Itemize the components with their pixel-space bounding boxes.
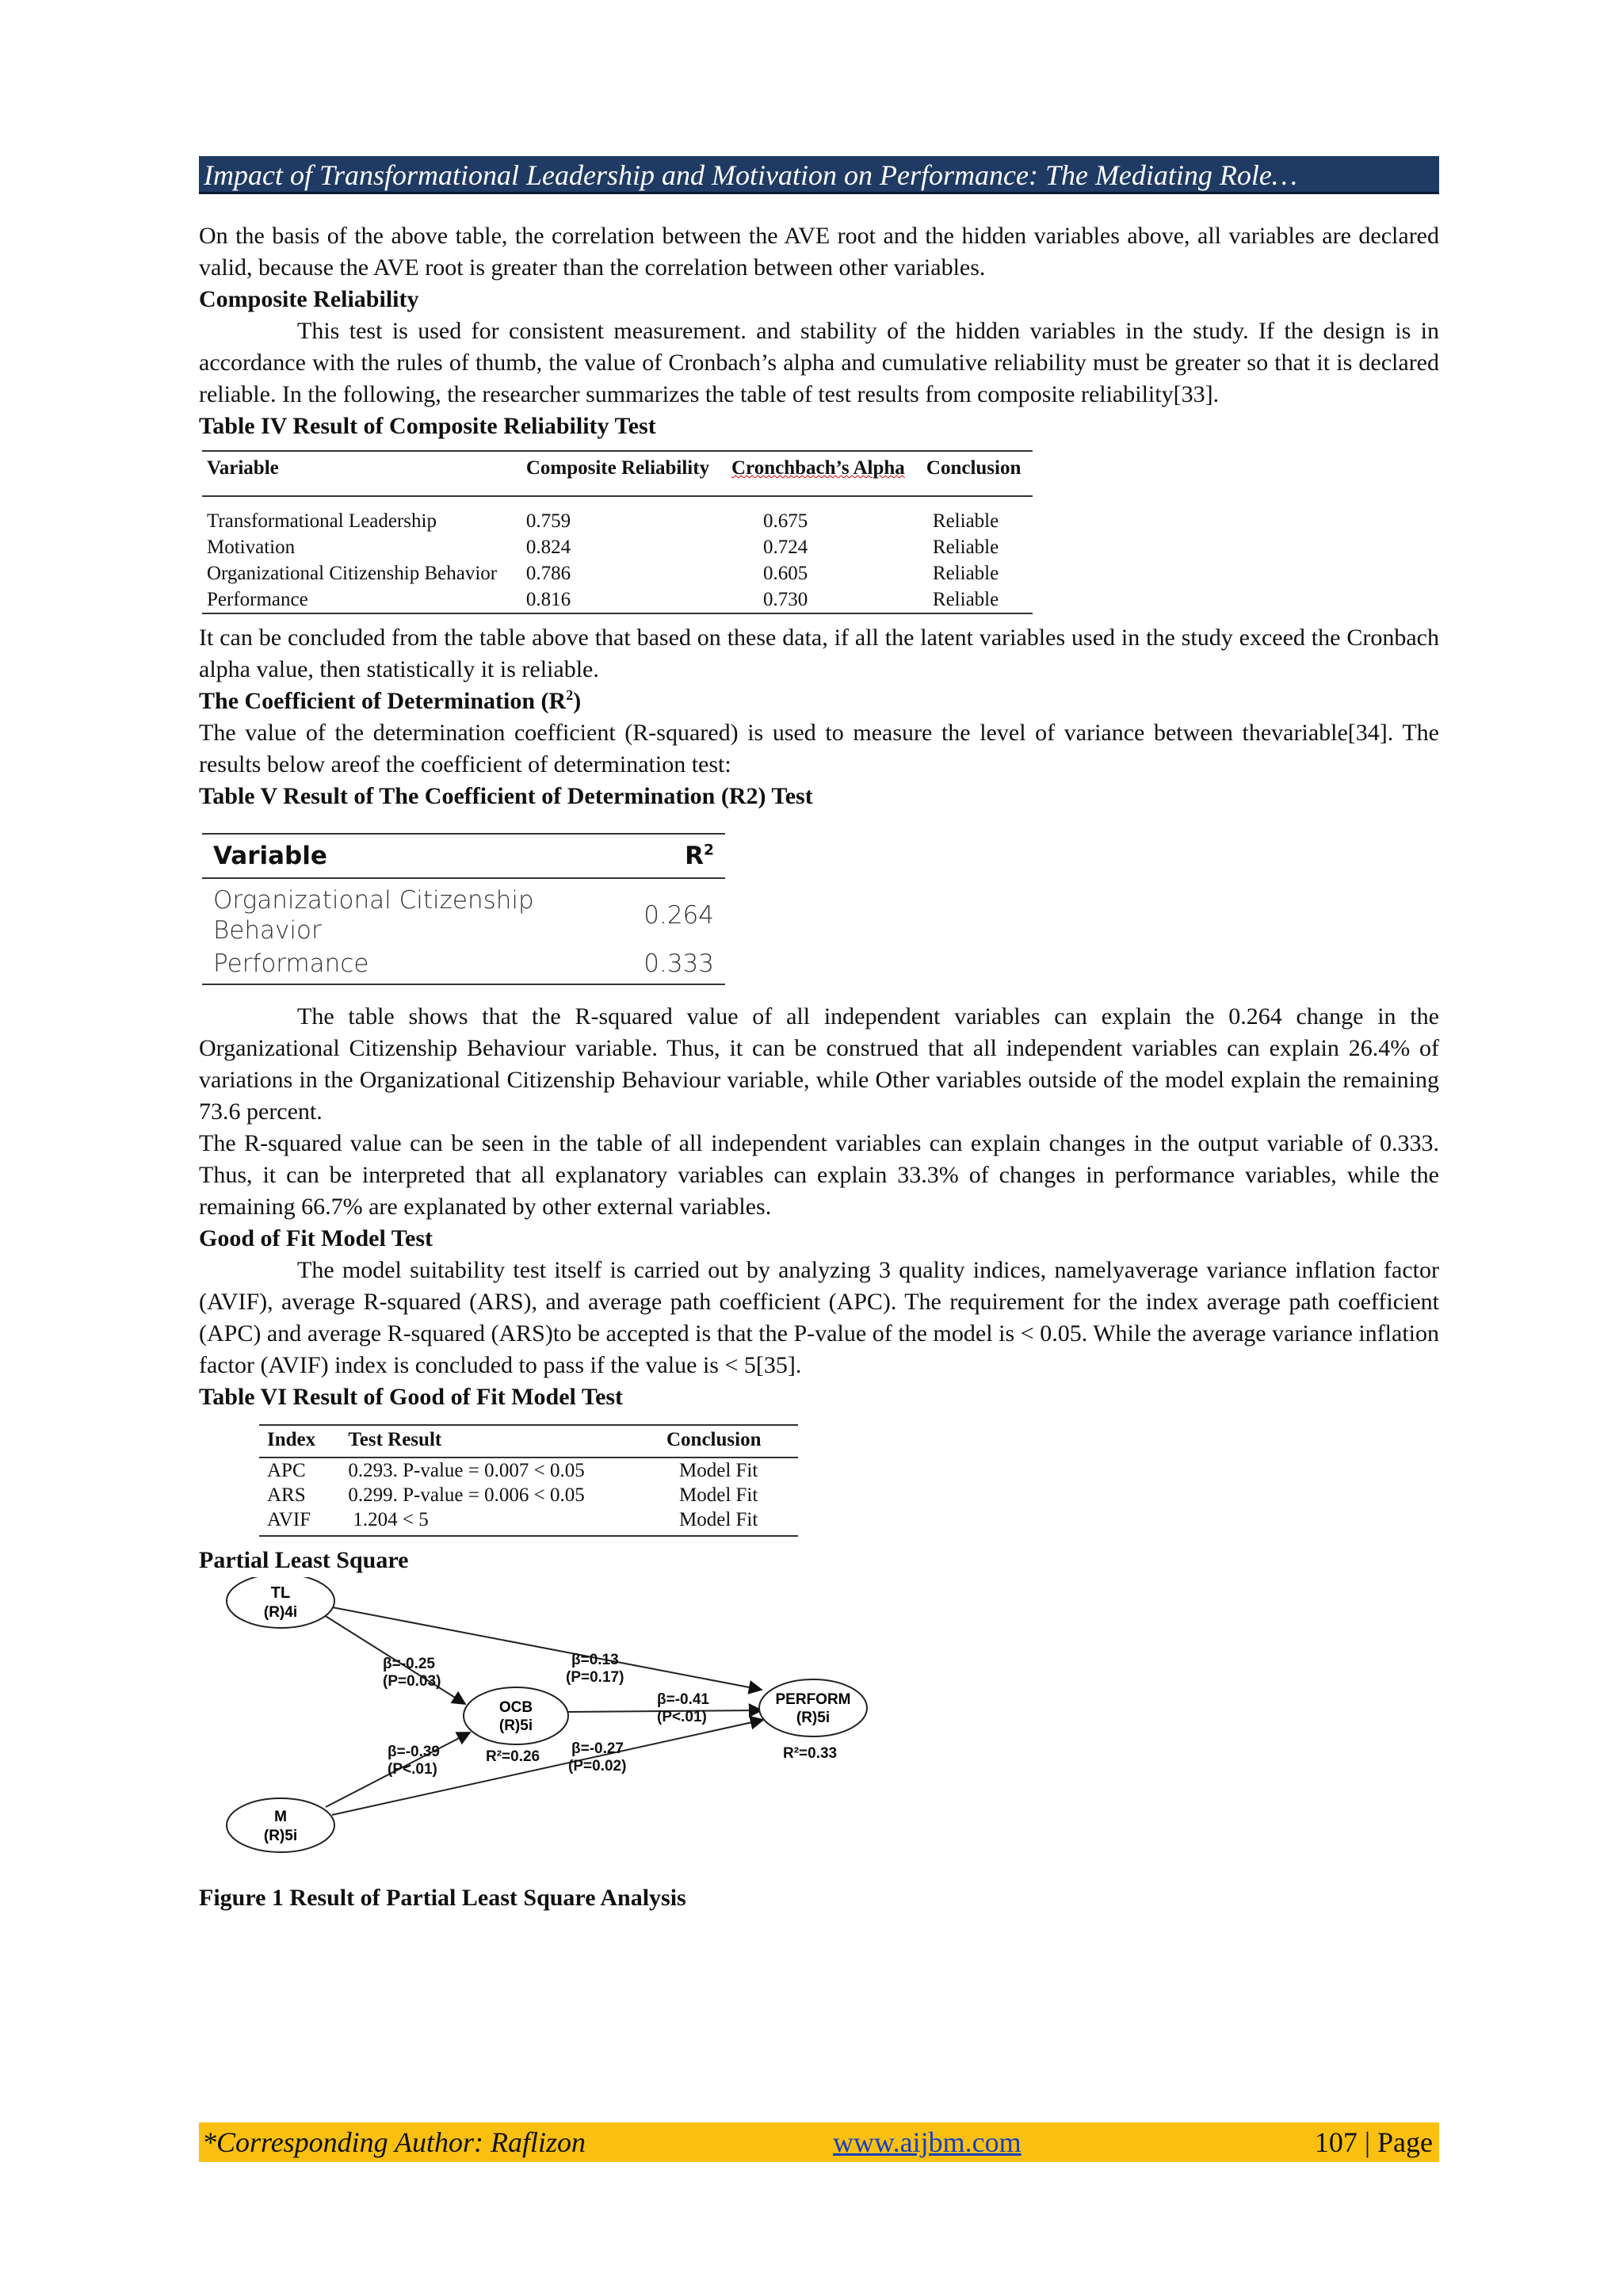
- table-header-row: [202, 451, 1033, 496]
- table-row: [259, 1457, 798, 1483]
- paragraph: It can be concluded from the table above that based on these data, if all the latent variables used in the study exceed the Cronbach alpha value, then statistically it is reliable.: [199, 625, 1439, 682]
- table-cell: APC: [267, 1460, 306, 1481]
- section-heading: Composite Reliability: [199, 286, 419, 312]
- table-cell: Model Fit: [679, 1484, 758, 1506]
- table-caption: Table IV Result of Composite Reliability Test: [199, 413, 656, 439]
- table-cell: Motivation: [207, 537, 296, 558]
- path-coefficient-label: β=-0.27: [571, 1740, 624, 1757]
- table-cell: Reliable: [932, 510, 999, 532]
- r-label: R: [685, 842, 705, 870]
- path-pvalue-label: (P=0.02): [568, 1758, 627, 1775]
- paragraph: On the basis of the above table, the correlation between the AVE root and the hidden variables above, all variables are declared valid, because the AVE root is greater than the correlation between other variables.: [199, 223, 1439, 281]
- node-sublabel: (R)5i: [796, 1710, 831, 1726]
- paragraph: The R-squared value can be seen in the table of all independent variables can explain changes in the output variable of 0.333. Thus, it can be interpreted that all explanatory variables can explain 33.3% of changes in performance variables, while the remaining 66.7% are explanated by other external variables.: [199, 1130, 1439, 1220]
- superscript: 2: [566, 687, 574, 703]
- article-body: [199, 220, 1439, 1576]
- node-label: OCB: [498, 1699, 533, 1716]
- table-cell: Organizational Citizenship Behavior: [207, 563, 498, 584]
- table-row: [202, 534, 1033, 560]
- column-header: Conclusion: [922, 451, 1033, 496]
- table-cell: Reliable: [922, 586, 1033, 613]
- table-cell: Model Fit: [679, 1460, 758, 1481]
- paragraph: The value of the determination coefficient (R-squared) is used to measure the level of variance between thevariable[34]. The results below areof the coefficient of determination test:: [199, 720, 1439, 777]
- table-row: [259, 1507, 798, 1536]
- running-header: [199, 156, 1439, 194]
- heading-text-end: ): [573, 688, 582, 714]
- column-header: Conclusion: [659, 1425, 798, 1457]
- table-cell: Performance: [202, 947, 632, 984]
- table-row: [202, 878, 725, 947]
- pls-path-diagram: [199, 1577, 912, 1878]
- table-header-row: [202, 834, 725, 878]
- path-pvalue-label: (P<.01): [388, 1761, 437, 1778]
- node-label: TL: [270, 1584, 291, 1602]
- composite-reliability-table: [202, 450, 1033, 614]
- table-cell: 0.816: [521, 586, 727, 613]
- path-coefficient-label: β=-0.41: [657, 1691, 709, 1708]
- table-cell: Performance: [202, 586, 521, 613]
- table-cell: Model Fit: [659, 1507, 798, 1536]
- section-heading: [199, 686, 1439, 717]
- table-cell: 0.605: [763, 563, 808, 584]
- r-squared-table: [202, 833, 725, 985]
- paragraph: This test is used for consistent measurement. and stability of the hidden variables in the study. If the design is in accordance with the rules of thumb, the value of Cronbach’s alpha and cumulative reliability must be greater so that it is declared reliable. In the following, the researcher summarizes the table of test results from composite reliability[33].: [199, 318, 1439, 407]
- column-header: Variable: [202, 834, 632, 878]
- table-cell: 0.264: [643, 901, 714, 930]
- table-cell: 0.333: [632, 947, 725, 984]
- table-cell: 0.730: [727, 586, 922, 613]
- running-footer: [199, 2122, 1439, 2162]
- node-ocb: [464, 1687, 568, 1744]
- figure-caption: Figure 1 Result of Partial Least Square Analysis: [199, 1885, 686, 1911]
- header-title: Impact of Transformational Leadership and Motivation on Performance: The Mediating Role…: [204, 159, 1297, 191]
- table-cell: 0.675: [763, 510, 808, 532]
- corresponding-author: *Corresponding Author: Raflizon: [202, 2126, 586, 2158]
- node-sublabel: (R)5i: [263, 1828, 298, 1844]
- column-header: [632, 834, 725, 878]
- section-heading: Partial Least Square: [199, 1547, 409, 1573]
- node-perform: [759, 1679, 867, 1736]
- paragraph: The model suitability test itself is carried out by analyzing 3 quality indices, namelyaverage variance inflation factor (AVIF), average R-squared (ARS), and average path coefficient (APC). The requirement for the index average path coefficient (APC) and average R-squared (ARS)to be accepted is that the P-value of the model is < 0.05. While the average variance inflation factor (AVIF) index is concluded to pass if the value is < 5[35].: [199, 1257, 1439, 1378]
- table-cell: AVIF: [259, 1507, 340, 1536]
- r-squared-label: R²=0.33: [783, 1745, 838, 1762]
- column-header: Index: [259, 1425, 340, 1457]
- r-squared-label: R²=0.26: [486, 1748, 540, 1765]
- node-tl: [227, 1577, 334, 1628]
- table-cell: 0.299. P-value = 0.006 < 0.05: [348, 1484, 585, 1506]
- table-row: [202, 560, 1033, 586]
- table-cell: 0.786: [525, 563, 571, 584]
- page-number: 107 | Page: [1314, 2126, 1433, 2158]
- table-row: [202, 947, 725, 984]
- node-label: PERFORM: [775, 1691, 851, 1708]
- column-header: Cronchbach’s Alpha: [727, 451, 922, 496]
- path-coefficient-label: β=-0.25: [383, 1656, 435, 1672]
- good-of-fit-table: [259, 1424, 798, 1537]
- journal-link[interactable]: www.aijbm.com: [833, 2126, 1022, 2158]
- path-pvalue-label: (P=0.17): [566, 1669, 624, 1686]
- path-coefficient-label: β=0.13: [571, 1652, 619, 1668]
- table-cell: Transformational Leadership: [207, 510, 437, 532]
- page: [199, 0, 1439, 2296]
- column-header: Composite Reliability: [521, 451, 727, 496]
- node-label: M: [274, 1809, 287, 1825]
- node-m: [227, 1798, 334, 1852]
- table-cell: 0.759: [525, 510, 571, 532]
- path-pvalue-label: (P=0.03): [383, 1673, 441, 1690]
- superscript: 2: [704, 842, 714, 859]
- table-cell: Reliable: [932, 537, 999, 558]
- table-cell: 0.293. P-value = 0.007 < 0.05: [348, 1460, 585, 1481]
- table-caption: Table VI Result of Good of Fit Model Test: [199, 1384, 624, 1410]
- table-cell: 1.204 < 5: [340, 1507, 659, 1536]
- section-heading: Good of Fit Model Test: [199, 1225, 433, 1251]
- paragraph: The table shows that the R-squared value of all independent variables can explain the 0.264 change in the Organizational Citizenship Behaviour variable. Thus, it can be construed that all independent variables can explain 26.4% of variations in the Organizational Citizenship Behaviour variable, while Other variables outside of the model explain the remaining 73.6 percent.: [199, 1003, 1439, 1125]
- table-row: [202, 496, 1033, 534]
- table-row: [202, 586, 1033, 613]
- node-sublabel: (R)5i: [498, 1717, 533, 1734]
- table-cell: ARS: [267, 1484, 306, 1506]
- table-cell: Reliable: [932, 563, 999, 584]
- table-row: [259, 1483, 798, 1507]
- table-caption: Table V Result of The Coefficient of Determination (R2) Test: [199, 783, 813, 809]
- path-pvalue-label: (P<.01): [657, 1709, 707, 1725]
- node-sublabel: (R)4i: [263, 1604, 298, 1621]
- table-cell: Organizational Citizenship Behavior: [213, 886, 534, 945]
- column-header: Test Result: [340, 1425, 659, 1457]
- table-cell: 0.724: [763, 537, 808, 558]
- table-cell: 0.824: [525, 537, 571, 558]
- table-header-row: [259, 1425, 798, 1457]
- heading-text: The Coefficient of Determination (R: [199, 688, 567, 714]
- path-coefficient-label: β=-0.39: [388, 1744, 440, 1760]
- column-header: Variable: [202, 451, 521, 496]
